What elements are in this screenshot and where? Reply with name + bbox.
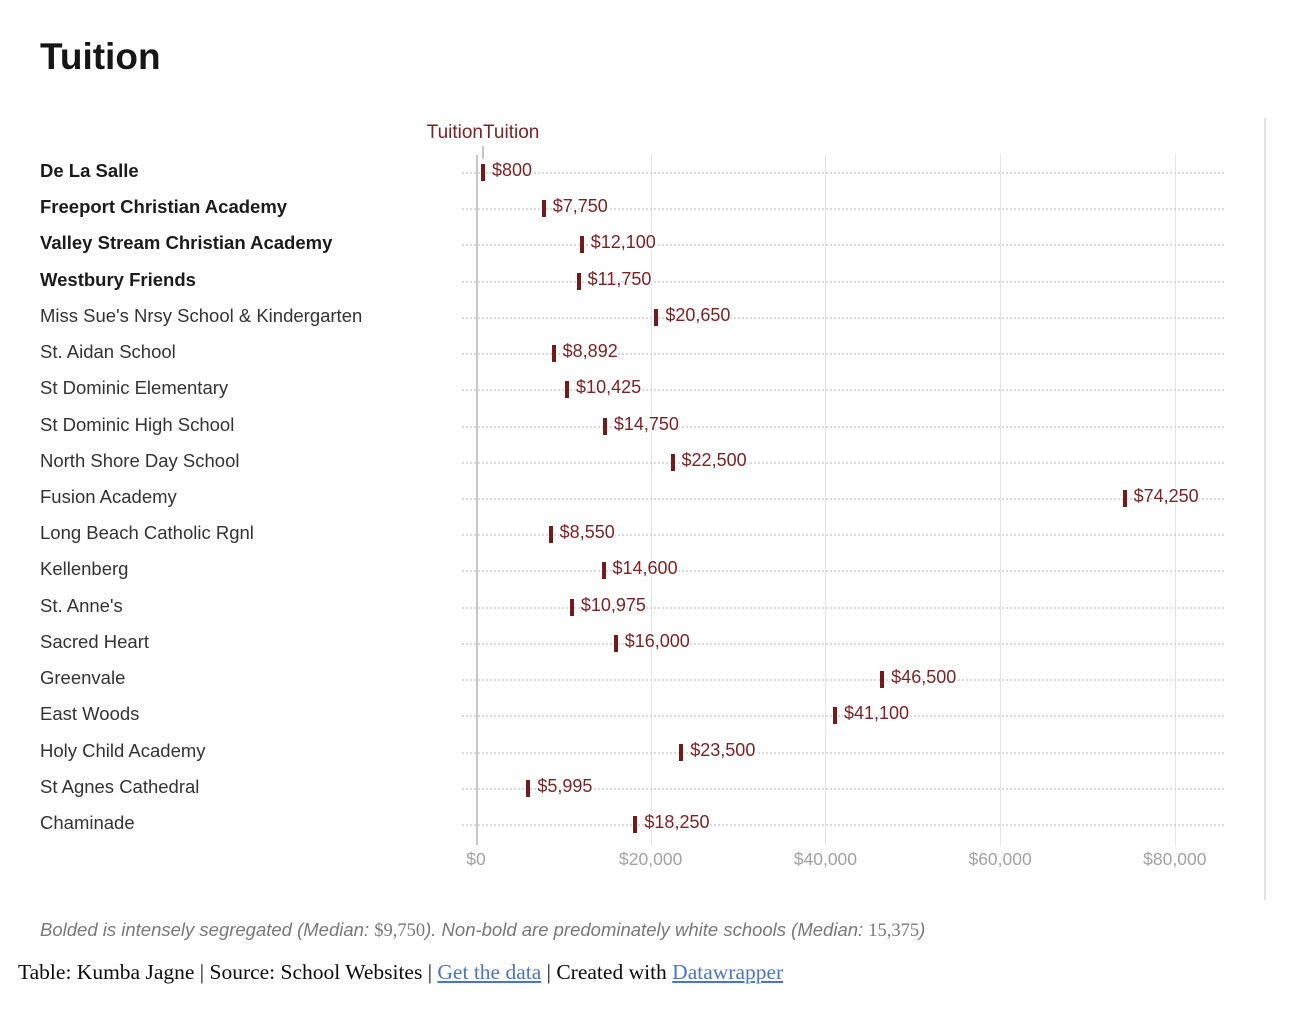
- column-header-tick: [482, 146, 484, 159]
- value-marker[interactable]: [679, 744, 683, 761]
- value-marker[interactable]: [577, 273, 581, 290]
- x-axis-tick-label: $80,000: [1143, 849, 1207, 869]
- row-label: Westbury Friends: [40, 268, 196, 290]
- separator: |: [541, 960, 557, 984]
- row-label: Freeport Christian Academy: [40, 196, 288, 218]
- value-marker[interactable]: [833, 707, 837, 724]
- row-label: Kellenberg: [40, 558, 129, 580]
- row-label: Greenvale: [40, 667, 126, 689]
- row-label: Holy Child Academy: [40, 739, 206, 761]
- value-marker[interactable]: [602, 562, 606, 579]
- source-credit: Source: School Websites: [209, 960, 423, 984]
- row-label: De La Salle: [40, 160, 139, 181]
- row-leader-line: [462, 172, 1224, 174]
- row-leader-line: [462, 715, 1224, 717]
- x-axis-tick-label: $20,000: [619, 849, 683, 869]
- value-marker[interactable]: [565, 381, 569, 398]
- row-label: Fusion Academy: [40, 485, 177, 507]
- value-marker[interactable]: [633, 816, 637, 833]
- row-label: North Shore Day School: [40, 449, 240, 471]
- value-label: $20,650: [665, 304, 731, 325]
- chart-title: Tuition: [40, 36, 161, 77]
- value-marker[interactable]: [654, 309, 658, 326]
- row-leader-line: [462, 607, 1224, 609]
- row-label: St Dominic Elementary: [40, 377, 229, 399]
- row-leader-line: [462, 498, 1224, 500]
- row-leader-line: [462, 570, 1224, 572]
- x-axis-tick-label: $0: [466, 849, 486, 869]
- attribution-bar: [18, 960, 783, 985]
- row-label: Long Beach Catholic Rgnl: [40, 522, 254, 544]
- value-marker[interactable]: [552, 345, 556, 362]
- value-label: $12,100: [590, 232, 656, 253]
- created-with-text: Created with: [556, 960, 667, 984]
- value-marker[interactable]: [614, 635, 618, 652]
- gridline: [1000, 155, 1001, 845]
- value-marker[interactable]: [570, 599, 574, 616]
- scrollbar-track[interactable]: [1264, 118, 1266, 900]
- footnote-median-nonbold: 15,375: [868, 921, 920, 941]
- footnote-text: ): [919, 919, 926, 940]
- gridline: [651, 155, 652, 845]
- chart-footnote: [40, 919, 925, 942]
- value-marker[interactable]: [880, 671, 884, 688]
- value-label: $7,750: [552, 196, 608, 217]
- separator: |: [422, 960, 438, 984]
- row-leader-line: [462, 679, 1224, 681]
- value-marker[interactable]: [481, 164, 485, 181]
- datawrapper-link[interactable]: Datawrapper: [672, 960, 784, 984]
- row-label: Valley Stream Christian Academy: [40, 232, 333, 254]
- value-marker[interactable]: [580, 236, 584, 253]
- row-leader-line: [462, 824, 1224, 826]
- value-label: $8,892: [562, 341, 618, 362]
- row-label: Miss Sue's Nrsy School & Kindergarten: [40, 304, 363, 326]
- axis-baseline: [476, 155, 478, 845]
- row-leader-line: [462, 317, 1224, 319]
- row-leader-line: [462, 426, 1224, 428]
- row-label: St Agnes Cathedral: [40, 775, 200, 797]
- value-label: $16,000: [624, 630, 690, 651]
- footnote-text: Bolded is intensely segregated (Median:: [40, 919, 375, 940]
- value-label: $14,750: [613, 413, 679, 434]
- footnote-median-bold: $9,750: [374, 921, 426, 941]
- value-marker[interactable]: [671, 454, 675, 471]
- value-label: $22,500: [681, 449, 747, 470]
- value-label: $23,500: [690, 739, 756, 760]
- value-label: $14,600: [612, 558, 678, 579]
- value-marker[interactable]: [549, 526, 553, 543]
- x-axis-tick-label: $60,000: [968, 849, 1032, 869]
- separator: |: [194, 960, 210, 984]
- table-credit: Table: Kumba Jagne: [18, 960, 195, 984]
- value-label: $41,100: [844, 703, 910, 724]
- value-label: $5,995: [537, 775, 593, 796]
- value-label: $8,550: [559, 522, 615, 543]
- value-label: $18,250: [644, 811, 710, 832]
- row-label: East Woods: [40, 703, 140, 725]
- column-header-end: Tuition: [483, 122, 540, 143]
- value-label: $10,425: [576, 377, 642, 398]
- value-label: $11,750: [587, 268, 652, 289]
- gridline: [825, 155, 826, 845]
- value-marker[interactable]: [1123, 490, 1127, 507]
- value-label: $74,250: [1133, 485, 1199, 506]
- value-label: $800: [491, 160, 533, 180]
- row-label: St. Aidan School: [40, 341, 176, 363]
- row-leader-line: [462, 752, 1224, 754]
- row-label: St Dominic High School: [40, 413, 235, 435]
- column-header-start: Tuition: [426, 122, 483, 143]
- row-leader-line: [462, 643, 1224, 645]
- value-marker[interactable]: [526, 780, 530, 797]
- row-label: St. Anne's: [40, 594, 123, 616]
- x-axis-tick-label: $40,000: [793, 849, 858, 869]
- footnote-text: ). Non-bold are predominately white schools (Median:: [425, 919, 869, 940]
- row-label: Sacred Heart: [40, 630, 149, 652]
- value-label: $10,975: [580, 594, 646, 615]
- row-leader-line: [462, 462, 1224, 464]
- value-label: $46,500: [891, 667, 957, 688]
- get-the-data-link[interactable]: Get the data: [437, 960, 542, 984]
- row-label: Chaminade: [40, 811, 135, 833]
- value-marker[interactable]: [603, 418, 607, 435]
- value-marker[interactable]: [542, 200, 546, 217]
- row-leader-line: [462, 244, 1224, 246]
